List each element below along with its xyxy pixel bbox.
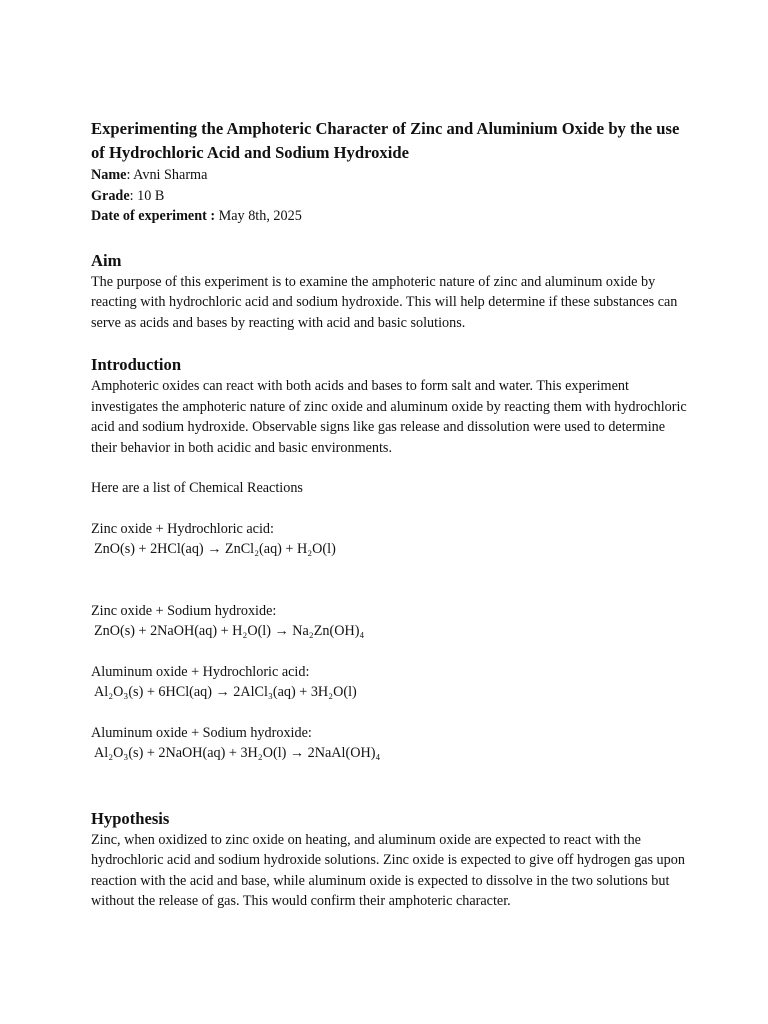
reaction-al2o3-hcl <box>91 662 691 703</box>
reaction-label: Zinc oxide + Hydrochloric acid: <box>91 520 274 537</box>
document-content <box>91 117 691 912</box>
name-label: Name <box>91 167 127 183</box>
name-line <box>91 165 691 186</box>
introduction-section <box>91 354 691 764</box>
hypothesis-section <box>91 808 691 912</box>
reaction-label: Aluminum oxide + Sodium hydroxide: <box>91 724 312 741</box>
date-line <box>91 206 691 227</box>
reaction-equation: ZnO(s) + 2NaOH(aq) + H₂O(l) → Na₂Zn(OH)₄ <box>94 623 365 639</box>
reaction-zno-naoh <box>91 601 691 642</box>
document-title: Experimenting the Amphoteric Character of Zinc and Aluminium Oxide by the use of Hydrochloric Acid and Sodium Hydroxide <box>91 119 680 162</box>
aim-section <box>91 250 691 334</box>
reaction-zno-hcl <box>91 519 691 560</box>
aim-heading: Aim <box>91 250 122 270</box>
grade-line <box>91 186 691 207</box>
date-label: Date of experiment : <box>91 208 216 224</box>
introduction-text: Amphoteric oxides can react with both acids and bases to form salt and water. This experiment investigates the amphoteric nature of zinc oxide and aluminum oxide by reacting them with hydrochloric acid and sodium hydroxide. Observable signs like gas release and dissolution were used to determine their behavior in both acidic and basic environments. <box>91 378 687 456</box>
reaction-label: Zinc oxide + Sodium hydroxide: <box>91 602 277 619</box>
grade-value: : 10 B <box>129 187 165 204</box>
reaction-al2o3-naoh <box>91 723 691 764</box>
reaction-label: Aluminum oxide + Hydrochloric acid: <box>91 663 310 680</box>
reaction-equation: ZnO(s) + 2HCl(aq) → ZnCl₂(aq) + H₂O(l) <box>94 541 336 557</box>
reactions-list-intro: Here are a list of Chemical Reactions <box>91 480 303 496</box>
aim-text: The purpose of this experiment is to examine the amphoteric nature of zinc and aluminum oxide by reacting with hydrochloric acid and sodium hydroxide. This will help determine if these substances can serve as acids and bases by reacting with acid and basic solutions. <box>91 273 678 331</box>
name-value: : Avni Sharma <box>126 167 208 183</box>
hypothesis-text: Zinc, when oxidized to zinc oxide on heating, and aluminum oxide are expected to react with the hydrochloric acid and sodium hydroxide solutions. Zinc oxide is expected to give off hydrogen gas upon reaction with the acid and base, while aluminum oxide is expected to dissolve in the two solutions but without the release of gas. This would confirm their amphoteric character. <box>91 831 685 909</box>
grade-label: Grade <box>91 187 130 204</box>
reaction-equation: Al₂O₃(s) + 6HCl(aq) → 2AlCl₃(aq) + 3H₂O(l) <box>94 684 357 700</box>
hypothesis-heading: Hypothesis <box>91 808 170 828</box>
introduction-heading: Introduction <box>91 355 182 374</box>
reaction-equation: Al₂O₃(s) + 2NaOH(aq) + 3H₂O(l) → 2NaAl(OH)₄ <box>94 745 381 761</box>
date-value: May 8th, 2025 <box>215 208 302 224</box>
